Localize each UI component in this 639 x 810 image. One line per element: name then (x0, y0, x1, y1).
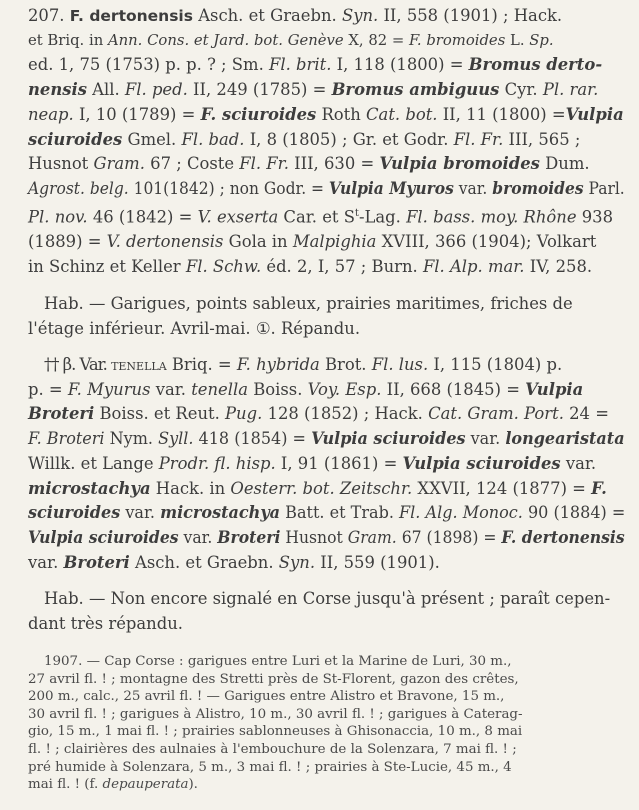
observation-line: 30 avril fl. ! ; garigues à Alistro, 10 m., 30 avril fl. ! ; garigues à Caterag- (28, 706, 523, 722)
observations-1907 (0, 653, 639, 794)
habitat-paragraph-variety (0, 587, 639, 636)
variety-tenella-entry (0, 353, 639, 575)
variety-line: †† β. Var. tenella Briq. = F. hybrida Brot. Fl. lus. I, 115 (1804) p. (44, 355, 563, 374)
habitat-line: Hab. — Non encore signalé en Corse jusqu'à présent ; paraît cepen- (44, 589, 611, 608)
species-entry-207 (0, 4, 639, 279)
variety-line: Willk. et Lange Prodr. fl. hisp. I, 91 (1861) = Vulpia sciuroides var. (28, 453, 597, 473)
variety-line: Broteri Boiss. et Reut. Pug. 128 (1852) ; Hack. Cat. Gram. Port. 24 = (28, 404, 609, 424)
observation-line: 200 m., calc., 25 avril fl. ! — Garigues entre Alistro et Bravone, 15 m., (28, 689, 505, 705)
habitat-line: Hab. — Garigues, points sableux, prairies maritimes, friches de (44, 294, 573, 313)
variety-line: sciuroides var. microstachya Batt. et Trab. Fl. Alg. Monoc. 90 (1884) = (28, 503, 626, 523)
entry-line: et Briq. in Ann. Cons. et Jard. bot. Genève X, 82 = F. bromoides L. Sp. (28, 31, 554, 49)
habitat-line: dant très répandu. (28, 613, 183, 633)
entry-line: nensis All. Fl. ped. II, 249 (1785) = Bromus ambiguus Cyr. Pl. rar. (28, 80, 599, 100)
entry-line: neap. I, 10 (1789) = F. sciuroides Roth Cat. bot. II, 11 (1800) =Vulpia (28, 104, 624, 124)
entry-line: ed. 1, 75 (1753) p. p. ? ; Sm. Fl. brit. I, 118 (1800) = Bromus derto- (28, 55, 603, 75)
observation-line: 27 avril fl. ! ; montagne des Stretti près de St-Florent, gazon des crêtes, (28, 671, 519, 687)
habitat-paragraph (0, 292, 639, 341)
observation-line: pré humide à Solenzara, 5 m., 3 mai fl. ! ; prairies à Ste-Lucie, 45 m., 4 (28, 759, 512, 775)
observation-line: mai fl. ! (f. depauperata). (28, 777, 198, 793)
variety-line: var. Broteri Asch. et Graebn. Syn. II, 559 (1901). (28, 552, 440, 572)
entry-line: Husnot Gram. 67 ; Coste Fl. Fr. III, 630 = Vulpia bromoides Dum. (28, 154, 590, 174)
species-name: F. dertonensis (69, 7, 193, 25)
variety-line: microstachya Hack. in Oesterr. bot. Zeitschr. XXVII, 124 (1877) = F. (28, 478, 607, 498)
variety-line: Vulpia sciuroides var. Broteri Husnot Gram. 67 (1898) = F. dertonensis (28, 527, 625, 547)
habitat-line: l'étage inférieur. Avril-mai. ①. Répandu. (28, 318, 361, 338)
entry-line: (1889) = V. dertonensis Gola in Malpighia XVIII, 366 (1904); Volkart (28, 231, 597, 251)
observation-line: gio, 15 m., 1 mai fl. ! ; prairies sablonneuses à Ghisonaccia, 10 m., 8 mai (28, 724, 523, 740)
variety-line: F. Broteri Nym. Syll. 418 (1854) = Vulpia sciuroides var. longearistata (28, 429, 625, 449)
entry-line: 207. F. dertonensis Asch. et Graebn. Syn. II, 558 (1901) ; Hack. (28, 6, 563, 25)
observation-line: 1907. — Cap Corse : garigues entre Luri et la Marine de Luri, 30 m., (44, 654, 512, 669)
entry-line: in Schinz et Keller Fl. Schw. éd. 2, I, 57 ; Burn. Fl. Alp. mar. IV, 258. (28, 256, 593, 276)
observation-line: fl. ! ; clairières des aulnaies à l'embouchure de la Solenzara, 7 mai fl. ! ; (28, 741, 517, 757)
entry-line: Pl. nov. 46 (1842) = V. exserta Car. et $S^t$-Lag. Fl. bass. moy. Rhône 938 (28, 207, 614, 227)
entry-line: sciuroides Gmel. Fl. bad. I, 8 (1805) ; Gr. et Godr. Fl. Fr. III, 565 ; (28, 129, 581, 149)
variety-line: p. = F. Myurus var. tenella Boiss. Voy. Esp. II, 668 (1845) = Vulpia (28, 379, 584, 399)
entry-line: Agrost. belg. 101(1842) ; non Godr. = Vulpia Myuros var. bromoides Parl. (28, 178, 625, 198)
